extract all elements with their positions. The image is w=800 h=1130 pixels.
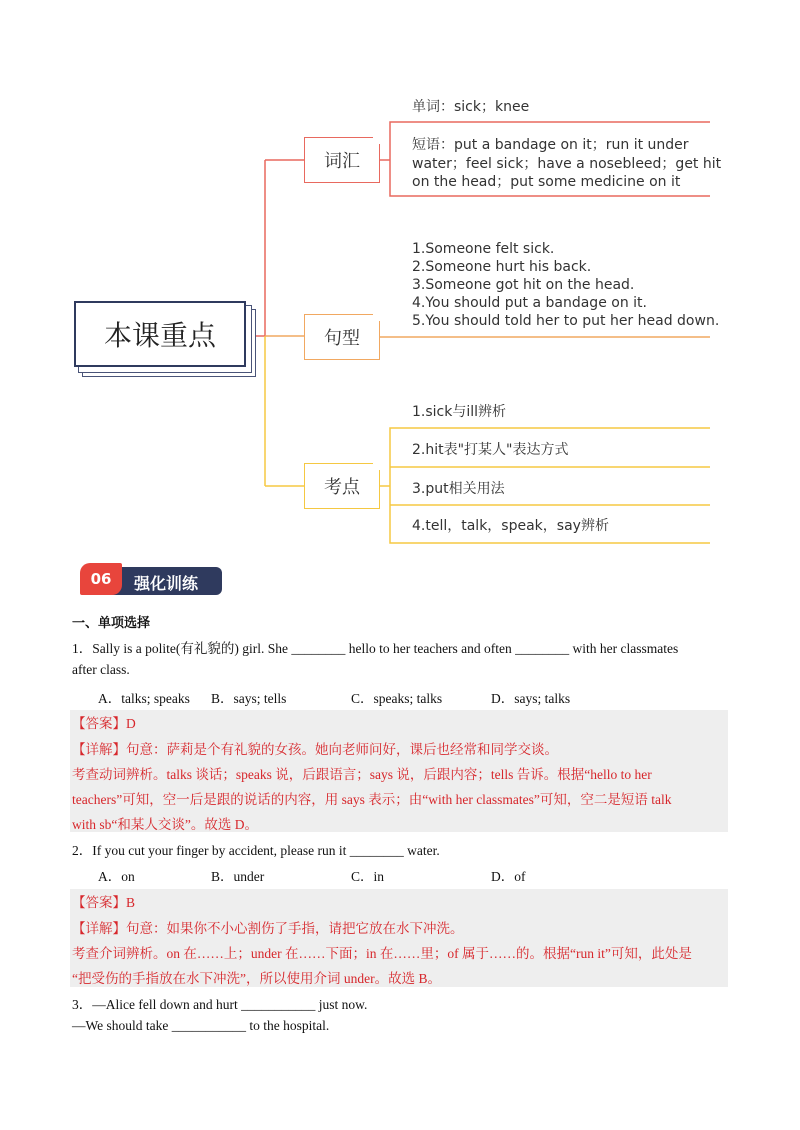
vocab-phrases-line-3: on the head；put some medicine on it [412, 174, 681, 190]
vocab-words: 单词：sick；knee [412, 99, 530, 115]
q1-option-b: B．says; tells [211, 691, 287, 706]
vocab-phrases-line-1: 短语：put a bandage on it；run it under [412, 137, 689, 153]
sentence-item-2: 2.Someone hurt his back. [412, 259, 592, 275]
mindmap-connectors [0, 0, 800, 560]
q1-explain-line-1: 【详解】句意：萨莉是个有礼貌的女孩。她向老师问好，课后也经常和同学交谈。 [72, 742, 558, 757]
q2-option-a: A．on [98, 869, 135, 884]
q2-explain-line-3: “把受伤的手指放在水下冲洗”，所以使用介词 under。故选 B。 [72, 971, 441, 986]
q1-stem-line-1: 1．Sally is a polite(有礼貌的) girl. She ________ hello to her teachers and often ________ with her classmates [72, 641, 679, 656]
exam-point-4: 4.tell，talk，speak，say辨析 [412, 518, 609, 534]
q2-option-c: C．in [351, 869, 385, 884]
q2-stem-line-1: 2．If you cut your finger by accident, please run it ________ water. [72, 843, 440, 858]
q1-answer: 【答案】D [72, 716, 136, 731]
q1-explain-line-4: with sb“和某人交谈”。故选 D。 [72, 817, 258, 832]
branch-exam-points [304, 463, 380, 509]
section-badge-title: 强化训练 [134, 574, 199, 593]
q1-stem-line-2: after class. [72, 662, 130, 677]
sentence-item-3: 3.Someone got hit on the head. [412, 277, 635, 293]
q2-explain-line-1: 【详解】句意：如果你不小心割伤了手指，请把它放在水下冲洗。 [72, 921, 464, 936]
exam-point-2: 2.hit表"打某人"表达方式 [412, 442, 569, 458]
root-node-label: 本课重点 [103, 319, 216, 352]
q1-option-a: A．talks; speaks [98, 691, 190, 706]
branch-vocab-label: 词汇 [324, 151, 360, 172]
section-badge-number: 06 [90, 570, 112, 588]
q2-explain-line-2: 考查介词辨析。on 在……上；under 在……下面；in 在……里；of 属于……的。根据“run it”可知，此处是 [72, 946, 692, 961]
branch-sentences-label: 句型 [324, 328, 360, 349]
root-node [74, 301, 246, 367]
section-badge [78, 562, 224, 598]
sentence-item-5: 5.You should told her to put her head down. [412, 313, 720, 329]
q2-option-d: D．of [491, 869, 526, 884]
q2-option-b: B．under [211, 869, 265, 884]
exam-point-1: 1.sick与ill辨析 [412, 404, 507, 420]
branch-vocab [304, 137, 380, 183]
sentence-item-4: 4.You should put a bandage on it. [412, 295, 647, 311]
part-title: 一、单项选择 [72, 616, 151, 631]
q3-stem-line-1: 3．—Alice fell down and hurt ___________ just now. [72, 997, 368, 1012]
q1-explain-line-3: teachers”可知，空一后是跟的说话的内容，用 says 表示；由“with her classmates”可知，空二是短语 talk [72, 792, 672, 807]
q1-option-c: C．speaks; talks [351, 691, 443, 706]
q2-answer: 【答案】B [72, 895, 136, 910]
vocab-phrases-line-2: water；feel sick；have a nosebleed；get hit [412, 156, 722, 172]
sentence-item-1: 1.Someone felt sick. [412, 241, 555, 257]
branch-sentences [304, 314, 380, 360]
q1-option-d: D．says; talks [491, 691, 571, 706]
section-badge-number-box [80, 563, 122, 595]
exam-point-3: 3.put相关用法 [412, 481, 505, 497]
q3-stem-line-2: —We should take ___________ to the hospital. [72, 1018, 330, 1033]
q1-explain-line-2: 考查动词辨析。talks 谈话；speaks 说，后跟语言；says 说，后跟内容；tells 告诉。根据“hello to her [72, 767, 652, 782]
branch-exam-points-label: 考点 [324, 477, 360, 498]
